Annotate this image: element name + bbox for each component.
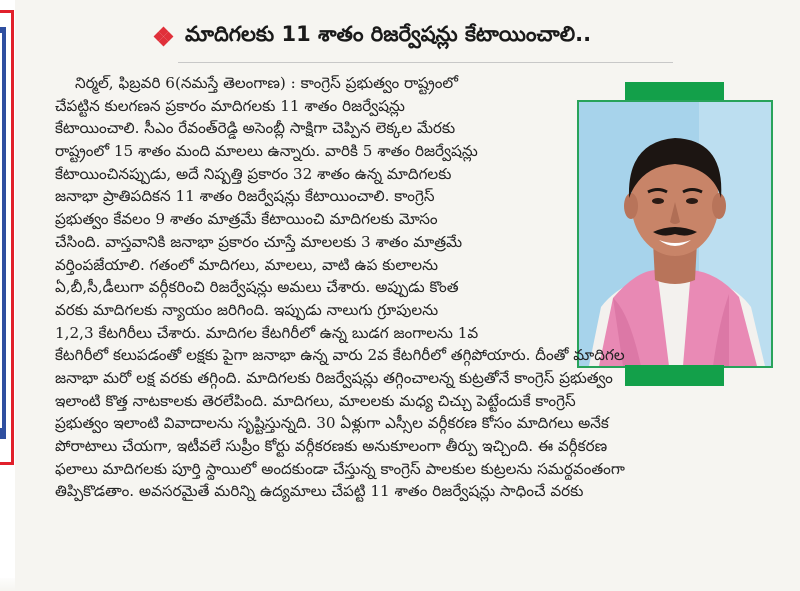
adjacent-article-frame <box>0 10 14 465</box>
article-line: కేటగిరీలో కలుపడంతో లక్షకు పైగా జనాభా ఉన్న వారు 2వ కేటగిరీలో తగ్గిపోయారు. దీంతో మాదిగల <box>55 346 625 365</box>
article-line: ప్రభుత్వం ఇలాంటి వివాదాలను సృష్టిస్తున్నది. 30 ఏళ్లుగా ఎస్సీల వర్గీకరణ కోసం మాదిగలు అనేక <box>55 414 609 433</box>
headline <box>155 18 675 56</box>
article-line: జనాభా ప్రాతిపదికన 11 శాతం రిజర్వేషన్లు కేటాయించాలి. కాంగ్రెస్ <box>55 187 435 206</box>
article-line: ఇలాంటి కొత్త నాటకాలకు తెరలేపింది. మాదిగలు, మాలలకు మధ్య చిచ్చు పెట్టేందుకే కాంగ్రెస్ <box>55 391 576 410</box>
adjacent-article-inner-line <box>0 33 2 428</box>
article-line: 1,2,3 కేటగిరీలు చేశారు. మాదిగల కేటగిరీలో ఉన్న బుడగ జంగాలను 1వ <box>55 323 479 342</box>
article-line: తిప్పికొడతాం. అవసరమైతే మరిన్ని ఉద్యమాలు చేపట్టి 11 శాతం రిజర్వేషన్లు సాధించే వరకు <box>55 482 584 501</box>
article-line: పోరాటాలు చేయగా, ఇటీవలే సుప్రీం కోర్టు వర్గీకరణకు అనుకూలంగా తీర్పు ఇచ్చింది. ఈ వర్గీకరణ <box>55 437 608 455</box>
article-line: ఏ,బీ,సీ,డీలుగా వర్గీకరించి రిజర్వేషన్లు అమలు చేశారు. అప్పుడు కొంత <box>55 278 459 297</box>
article-line: రాష్ట్రంలో 15 శాతం మంది మాలలు ఉన్నారు. వారికి 5 శాతం రిజర్వేషన్లు <box>55 142 478 161</box>
article-line: ఫలాలు మాదిగలకు పూర్తి స్థాయిలో అందకుండా చేస్తున్న కాంగ్రెస్ పాలకుల కుట్రలను సమర్థవంతంగా <box>55 459 625 478</box>
article-line: కేటాయించినప్పుడు, అదే నిష్పత్తి ప్రకారం 32 శాతం ఉన్న మాదిగలకు <box>55 164 452 183</box>
diamond-bullet-icon <box>155 28 173 46</box>
article-line: వర్తింపజేయాలి. గతంలో మాదిగలు, మాలలు, వాటి ఉప కులాలను <box>55 255 438 274</box>
article-line: చేపట్టిన కులగణన ప్రకారం మాదిగలకు 11 శాతం రిజర్వేషన్లు <box>55 96 405 115</box>
article-line: కేటాయించాలి. సీఎం రేవంత్‌రెడ్డి అసెంబ్లీ సాక్షిగా చెప్పిన లెక్కల మేరకు <box>55 119 456 138</box>
article-line: వరకు మాదిగలకు న్యాయం జరిగింది. ఇప్పుడు నాలుగు గ్రూపులను <box>55 300 439 319</box>
headline-text: మాదిగలకు 11 శాతం రిజర్వేషన్లు కేటాయించాలి.. <box>185 22 592 46</box>
article-body <box>55 72 785 503</box>
article-line: చేసింది. వాస్తవానికి జనాభా ప్రకారం చూస్తే మాలలకు 3 శాతం మాత్రమే <box>55 232 463 251</box>
article-line: నిర్మల్, ఫిబ్రవరి 6(నమస్తే తెలంగాణ) : కాంగ్రెస్ ప్రభుత్వం రాష్ట్రంలో <box>75 74 459 92</box>
article-line: జనాభా మరో లక్ష వరకు తగ్గింది. మాదిగలకు రిజర్వేషన్లు తగ్గించాలన్న కుట్రతోనే కాంగ్రెస్ ప్రభుత్వం <box>55 368 613 387</box>
page-bottom-fade <box>0 578 800 591</box>
article-line: ప్రభుత్వం కేవలం 9 శాతం మాత్రమే కేటాయించి మాదిగలకు మోసం <box>55 210 438 229</box>
headline-divider <box>178 62 673 63</box>
